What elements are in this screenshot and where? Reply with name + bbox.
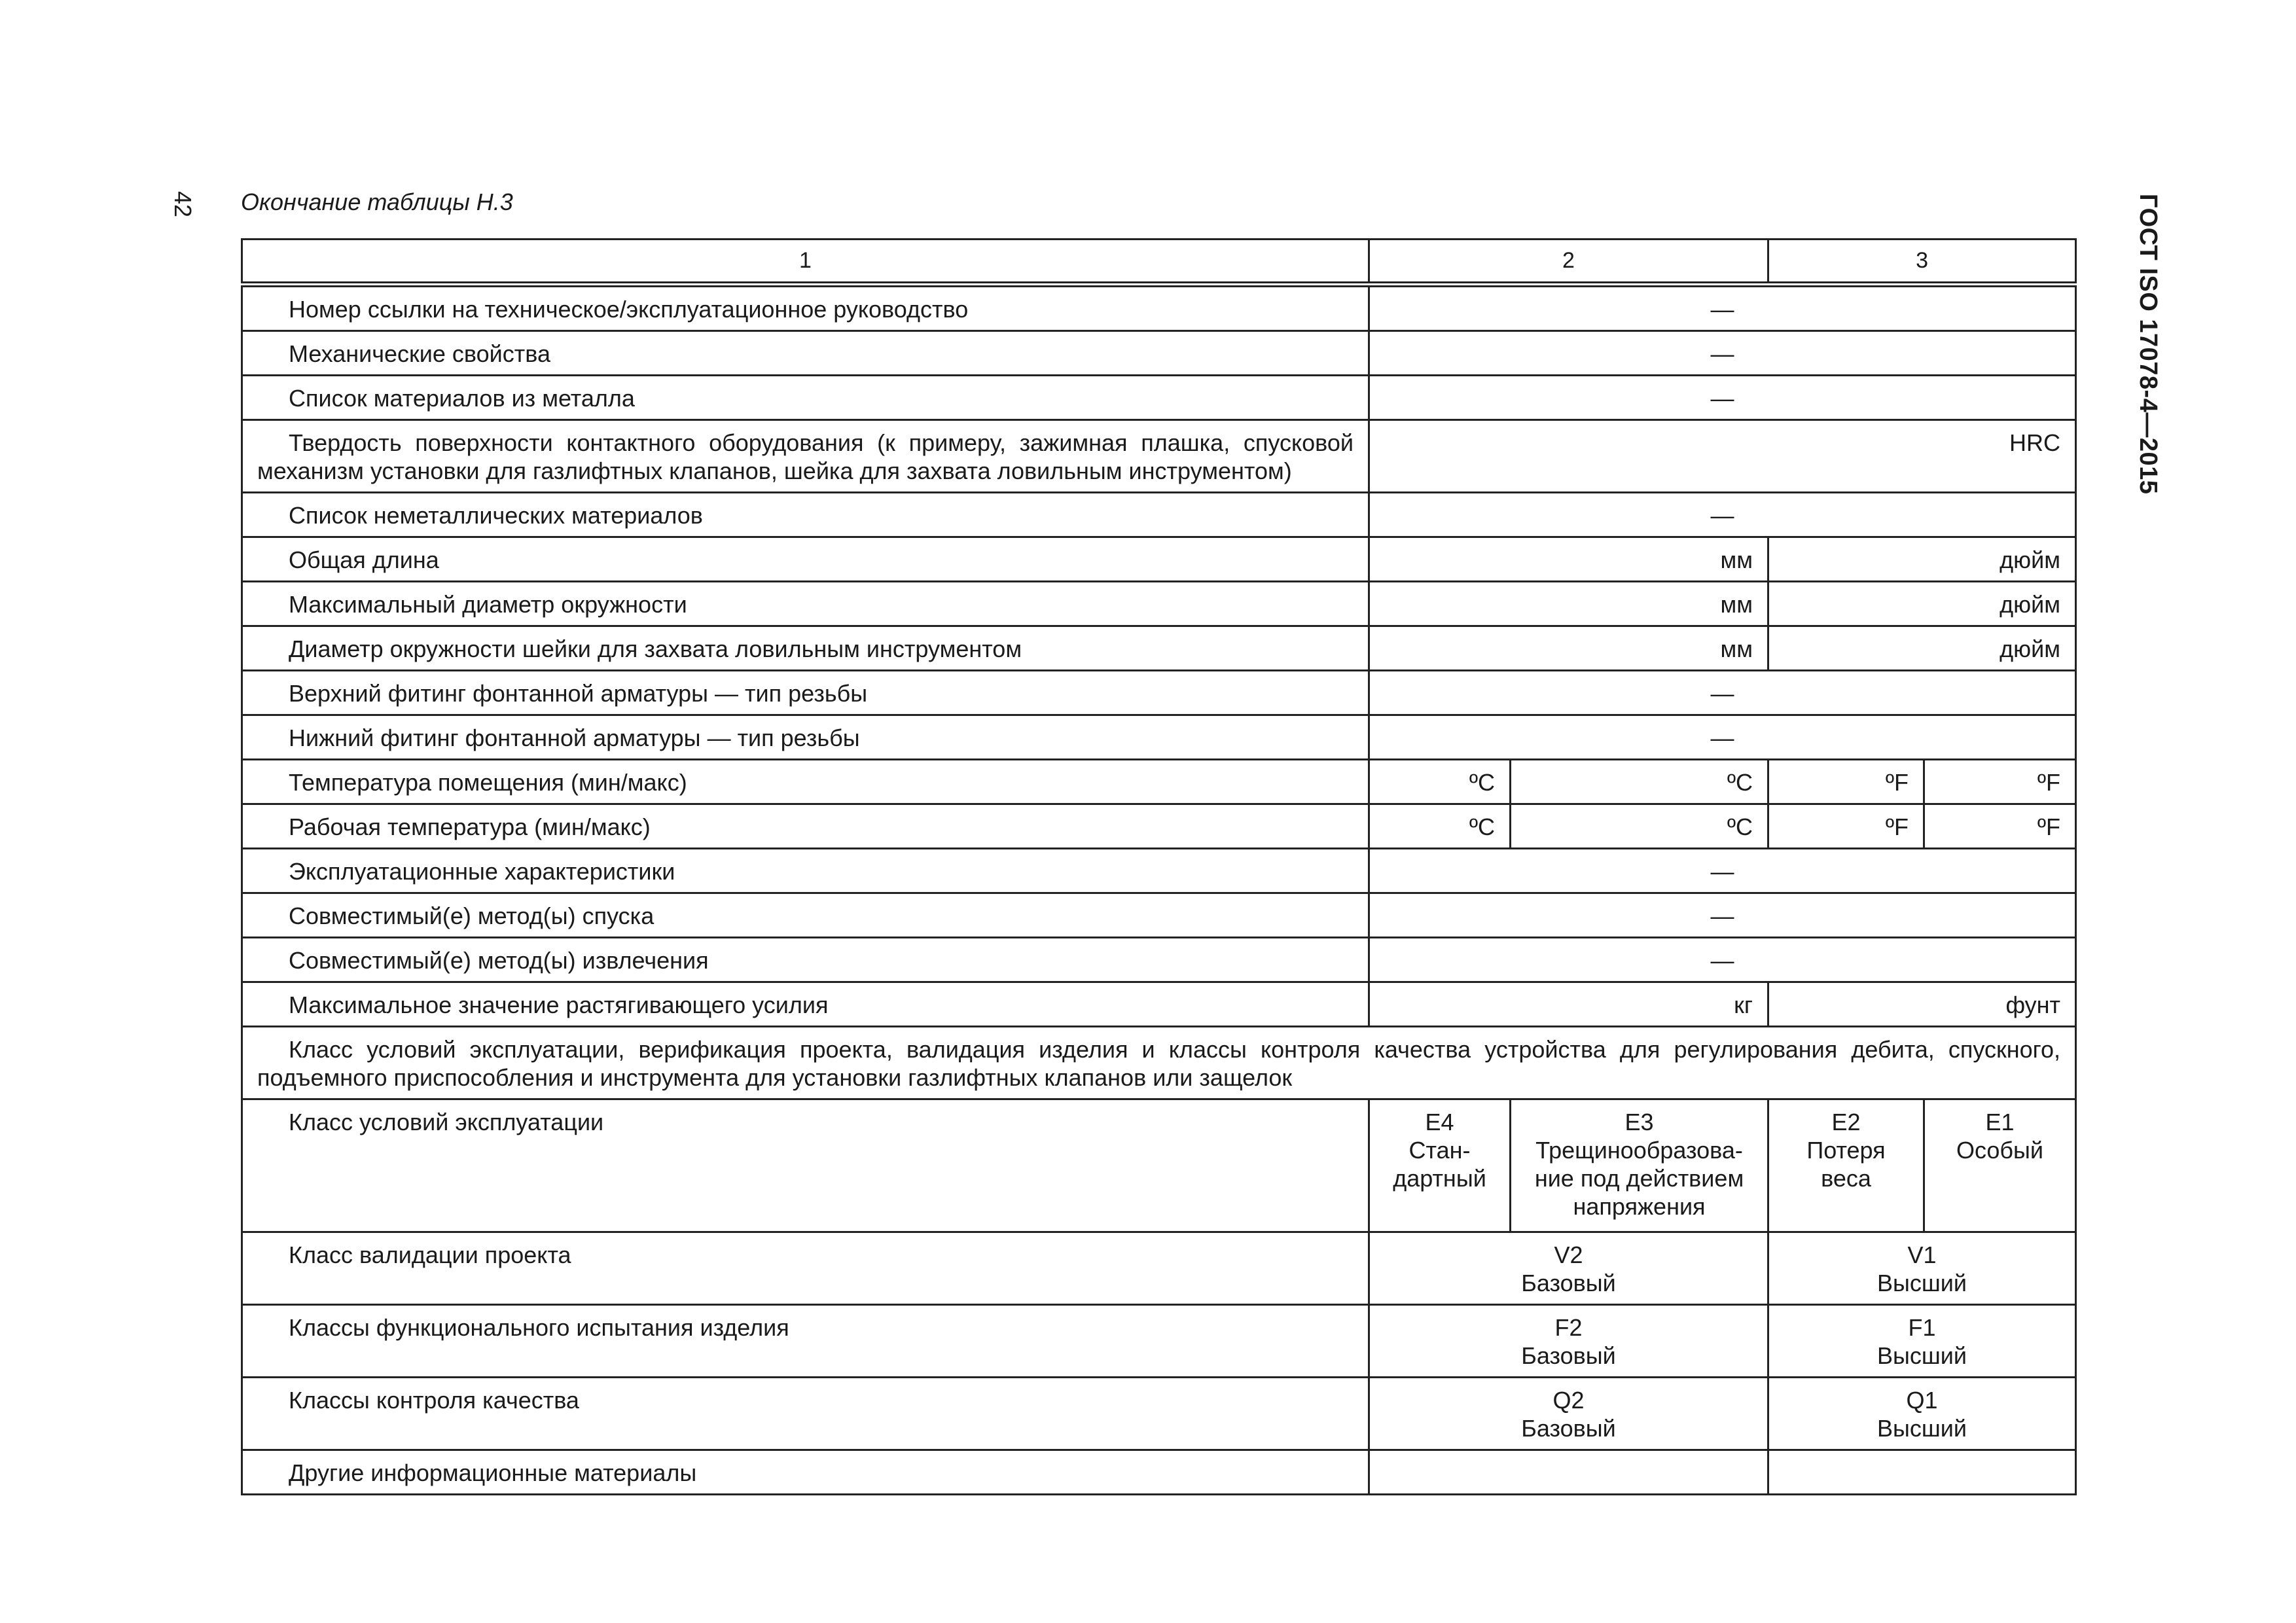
table-row	[242, 671, 2076, 715]
row-label: Механические свойства	[242, 331, 1369, 376]
table-row	[242, 285, 2076, 331]
row-value: —	[1369, 376, 2076, 420]
unit-imperial: дюйм	[1768, 582, 2076, 626]
row-label: Твердость поверхности контактного оборудования (к примеру, зажимная плашка, спусковой механизм установки для газлифтных клапанов, шейка для захвата ловильным инструментом)	[242, 420, 1369, 493]
row-value: —	[1369, 671, 2076, 715]
class-name: Высший	[1877, 1270, 1967, 1296]
row-label: Максимальный диаметр окружности	[242, 582, 1369, 626]
table-row	[242, 760, 2076, 804]
class-name: Трещинообразова-ние под действием напряжения	[1534, 1137, 1744, 1220]
table-row	[242, 1027, 2076, 1099]
table-row	[242, 849, 2076, 893]
row-label: Совместимый(е) метод(ы) спуска	[242, 893, 1369, 938]
row-value: —	[1369, 493, 2076, 537]
row-label: Другие информационные материалы	[242, 1450, 1369, 1495]
row-value: —	[1369, 331, 2076, 376]
class-name: Потеря веса	[1806, 1137, 1886, 1192]
class-code: Q1	[1906, 1387, 1938, 1414]
page-number: 42	[170, 191, 196, 218]
class-option	[1369, 1378, 1768, 1450]
class-code: E1	[1985, 1109, 2015, 1135]
empty-cell	[1768, 1450, 2076, 1495]
class-code: E3	[1624, 1109, 1654, 1135]
table-row	[242, 804, 2076, 849]
row-label: Совместимый(е) метод(ы) извлечения	[242, 938, 1369, 982]
unit-celsius-min: ºC	[1369, 760, 1511, 804]
table-row	[242, 537, 2076, 582]
unit-celsius-min: ºC	[1369, 804, 1511, 849]
table-row	[242, 1450, 2076, 1495]
row-label: Общая длина	[242, 537, 1369, 582]
service-class-option	[1768, 1099, 1924, 1232]
class-code: F2	[1554, 1314, 1583, 1341]
class-option	[1369, 1232, 1768, 1305]
document-title: ГОСТ ISO 17078-4—2015	[2134, 194, 2162, 495]
table-row	[242, 493, 2076, 537]
row-label: Температура помещения (мин/макс)	[242, 760, 1369, 804]
service-class-option	[1924, 1099, 2076, 1232]
table-row	[242, 1378, 2076, 1450]
class-option	[1768, 1232, 2076, 1305]
class-code: Q2	[1552, 1387, 1585, 1414]
table-row	[242, 1099, 2076, 1232]
row-label: Класс условий эксплуатации	[242, 1099, 1369, 1232]
row-label: Эксплуатационные характеристики	[242, 849, 1369, 893]
table-row	[242, 376, 2076, 420]
unit-si: мм	[1369, 537, 1768, 582]
row-value: —	[1369, 849, 2076, 893]
column-number: 3	[1768, 240, 2076, 285]
class-name: Особый	[1956, 1137, 2044, 1164]
unit-imperial: дюйм	[1768, 626, 2076, 671]
row-label: Список неметаллических материалов	[242, 493, 1369, 537]
table-row	[242, 982, 2076, 1027]
service-class-option	[1511, 1099, 1768, 1232]
class-code: V1	[1907, 1241, 1937, 1268]
row-value: —	[1369, 938, 2076, 982]
row-label: Рабочая температура (мин/макс)	[242, 804, 1369, 849]
unit-imperial: дюйм	[1768, 537, 2076, 582]
class-code: E2	[1831, 1109, 1861, 1135]
unit-celsius-max: ºC	[1511, 804, 1768, 849]
class-name: Базовый	[1521, 1342, 1616, 1369]
unit-si: кг	[1369, 982, 1768, 1027]
class-name: Высший	[1877, 1342, 1967, 1369]
unit-imperial: фунт	[1768, 982, 2076, 1027]
row-label: Список материалов из металла	[242, 376, 1369, 420]
class-code: E4	[1425, 1109, 1454, 1135]
table-row	[242, 1305, 2076, 1378]
class-name: Стан-дартный	[1393, 1137, 1486, 1192]
table-row	[242, 938, 2076, 982]
unit-si: мм	[1369, 582, 1768, 626]
column-number: 1	[242, 240, 1369, 285]
row-label: Классы функционального испытания изделия	[242, 1305, 1369, 1378]
section-heading: Класс условий эксплуатации, верификация проекта, валидация изделия и классы контроля качества устройства для регулирования дебита, спускного, подъемного приспособления и инструмента для установки газлифтных клапанов или защелок	[242, 1027, 2076, 1099]
row-value: —	[1369, 893, 2076, 938]
unit-fahrenheit-max: ºF	[1924, 804, 2076, 849]
specification-table	[241, 238, 2077, 1495]
table-row	[242, 420, 2076, 493]
row-label: Класс валидации проекта	[242, 1232, 1369, 1305]
row-label: Максимальное значение растягивающего усилия	[242, 982, 1369, 1027]
row-value: —	[1369, 715, 2076, 760]
class-name: Базовый	[1521, 1270, 1616, 1296]
unit-fahrenheit-min: ºF	[1768, 760, 1924, 804]
table-row	[242, 715, 2076, 760]
table-row	[242, 582, 2076, 626]
row-label: Нижний фитинг фонтанной арматуры — тип резьбы	[242, 715, 1369, 760]
unit-celsius-max: ºC	[1511, 760, 1768, 804]
class-name: Высший	[1877, 1415, 1967, 1442]
table-row	[242, 331, 2076, 376]
class-code: F1	[1908, 1314, 1936, 1341]
row-value: —	[1369, 285, 2076, 331]
column-number-row	[242, 240, 2076, 285]
table-row	[242, 1232, 2076, 1305]
unit-si: мм	[1369, 626, 1768, 671]
row-unit: HRC	[1369, 420, 2076, 493]
row-label: Верхний фитинг фонтанной арматуры — тип резьбы	[242, 671, 1369, 715]
row-label: Номер ссылки на техническое/эксплуатационное руководство	[242, 285, 1369, 331]
unit-fahrenheit-min: ºF	[1768, 804, 1924, 849]
class-name: Базовый	[1521, 1415, 1616, 1442]
unit-fahrenheit-max: ºF	[1924, 760, 2076, 804]
class-option	[1369, 1305, 1768, 1378]
table-caption: Окончание таблицы Н.3	[241, 188, 513, 215]
service-class-option	[1369, 1099, 1511, 1232]
empty-cell	[1369, 1450, 1768, 1495]
table-row	[242, 893, 2076, 938]
class-code: V2	[1554, 1241, 1583, 1268]
column-number: 2	[1369, 240, 1768, 285]
row-label: Диаметр окружности шейки для захвата ловильным инструментом	[242, 626, 1369, 671]
class-option	[1768, 1305, 2076, 1378]
class-option	[1768, 1378, 2076, 1450]
table-row	[242, 626, 2076, 671]
row-label: Классы контроля качества	[242, 1378, 1369, 1450]
